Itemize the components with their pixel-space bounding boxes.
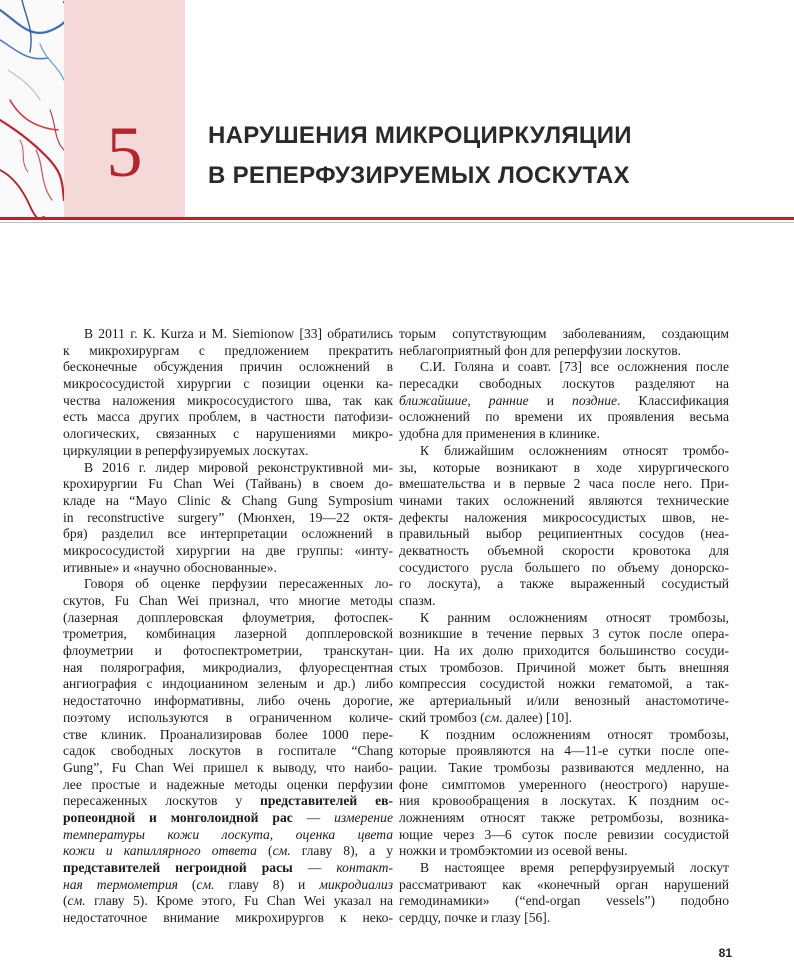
text-line: кожи и капиллярного ответа (см. главу 8), а у: [63, 843, 393, 859]
text-line: циркуляции в реперфузируемых лоскутах.: [63, 442, 309, 458]
text-line: (лазерная допплеровская флоуметрия, фотоспек-: [63, 609, 393, 625]
text-line: ский тромбоз (см. далее) [10].: [399, 709, 573, 725]
text-line: температуры кожи лоскута, оценка цвета: [63, 826, 393, 842]
vessel-illustration: [0, 0, 64, 217]
text-line: сердцу, почке и глазу [56].: [399, 910, 551, 926]
text-line: сосудистого русла большего по объему донорско-: [399, 559, 729, 575]
text-line: спазм.: [399, 593, 436, 608]
page-number: 81: [718, 946, 732, 960]
text-line: пересаженных лоскутов у представителей ев-: [63, 793, 393, 809]
text-line: го лоскута), а также выраженный сосудистый: [399, 576, 729, 592]
text-line: зы, которые возникают в ходе хирургического: [399, 459, 729, 475]
text-column-left: [63, 326, 393, 927]
text-line: ная полярография, микродиализ, флуоресцентная: [63, 659, 393, 675]
text-line: рации. Такие тромбозы развиваются медленно, на: [399, 759, 729, 775]
text-line: гемодинамики» (“end-organ vessels”) подобно: [399, 893, 729, 909]
text-line: бря) разделил все интерпретации осложнений в: [63, 526, 393, 542]
text-line: скутов, Fu Chan Wei признал, что многие методы: [63, 593, 393, 608]
chapter-title-line: НАРУШЕНИЯ МИКРОЦИРКУЛЯЦИИ: [208, 122, 632, 149]
text-line: осложнений по времени их проявления весьма: [399, 409, 729, 425]
text-line: стве клиник. Проанализировав более 1000 пере-: [63, 726, 393, 742]
text-line: лее простые и надежные методы оценки перфузии: [63, 776, 393, 792]
text-line: чества наложения микрососудистого шва, так как: [63, 392, 393, 408]
text-line: рассматривают как «конечный орган нарушений: [399, 876, 729, 892]
text-line: В 2016 г. лидер мировой реконструктивной ми-: [84, 459, 393, 475]
text-line: возникшие в течение первых 3 суток после опера-: [399, 626, 729, 642]
text-line: итивные» и «научно обоснованные».: [63, 559, 277, 575]
text-line: которые проявляются на 4—11-е сутки после опе-: [399, 743, 729, 759]
text-line: К поздним осложнениям относят тромбозы,: [420, 726, 729, 742]
text-line: В настоящее время реперфузируемый лоскут: [420, 860, 729, 875]
text-column-right: [399, 326, 729, 927]
text-line: неблагоприятный фон для реперфузии лоскутов.: [399, 342, 682, 358]
text-line: бесконечные обсуждения причин осложнений в: [63, 359, 393, 375]
text-line: недостаточно информативны, либо очень дорогие,: [63, 693, 393, 709]
text-line: К ранним осложнениям относят тромбозы,: [420, 609, 729, 625]
chapter-title-line: В РЕПЕРФУЗИРУЕМЫХ ЛОСКУТАХ: [208, 162, 630, 189]
header-rule: [0, 217, 794, 220]
text-line: in reconstructive surgery” (Мюнхен, 19—22 октя-: [63, 509, 393, 525]
text-line: С.И. Голяна и соавт. [73] все осложнения после: [420, 359, 729, 375]
text-line: стых тромбозов. Причиной может быть внешняя: [399, 659, 729, 675]
chapter-number: 5: [106, 112, 143, 192]
text-line: ближайшие, ранние и поздние. Классификация: [399, 392, 730, 408]
text-line: компрессия сосудистой ножки гематомой, а так-: [399, 676, 729, 692]
text-line: ния кровообращения в лоскутах. К поздним ос-: [399, 793, 729, 809]
text-line: кладе на “Mayo Clinic & Chang Gung Symposium: [63, 492, 393, 508]
text-line: дефекты наложения микрососудистых швов, не-: [399, 509, 729, 525]
text-line: крохирургии Fu Chan Wei (Тайвань) в своем до-: [63, 476, 393, 492]
text-line: ложнениям относят также ретромбозы, возника-: [399, 809, 729, 825]
text-line: ангиография с индоцианином зеленым и др.) либо: [63, 676, 393, 692]
text-line: ющие через 3—6 суток после ревизии сосудистой: [399, 826, 729, 842]
text-line: Gung”, Fu Chan Wei пришел к выводу, что наибо-: [63, 759, 393, 775]
text-line: же артериальный и/или венозный анастомотиче-: [399, 693, 729, 709]
text-line: ная термометрия (см. главу 8) и микродиализ: [63, 876, 393, 892]
text-line: к микрохирургам с предложением прекратить: [63, 342, 393, 358]
text-line: ологических, связанных с нарушениями микро-: [63, 426, 393, 442]
text-line: представителей негроидной расы — контакт-: [63, 860, 393, 875]
text-line: микрососудистой хирургии с позиции оценки ка-: [63, 376, 393, 392]
text-line: поэтому используются в ограниченном количе-: [63, 709, 393, 725]
text-line: есть масса других проблем, в частности патофизи-: [63, 409, 393, 425]
text-line: чинами таких осложнений являются технические: [399, 492, 729, 508]
text-line: (см. главу 5). Кроме этого, Fu Chan Wei указал на: [63, 893, 393, 909]
text-line: фоне симптомов умеренного (неострого) наруше-: [399, 776, 729, 792]
text-line: В 2011 г. К. Kurza и M. Siemionow [33] обратились: [84, 326, 393, 341]
text-line: флоуметрии и фотоспектрометрии, транскутан-: [63, 643, 393, 659]
text-line: К ближайшим осложнениям относят тромбо-: [420, 442, 729, 458]
text-line: торым сопутствующим заболеваниям, создающим: [399, 326, 729, 341]
text-line: пересадки свободных лоскутов разделяют на: [399, 376, 729, 392]
vessel-illustration-icon: [0, 0, 64, 217]
text-line: Говоря об оценке перфузии пересаженных ло-: [84, 576, 393, 592]
text-line: трометрия, комбинация лазерной допплеровской: [63, 626, 393, 642]
header-rule-thin: [0, 222, 794, 223]
text-line: недостаточное внимание микрохирургов к неко-: [63, 910, 393, 926]
text-line: ропеоидной и монголоидной рас — измерение: [63, 809, 393, 825]
text-line: декватность объемной скорости кровотока для: [399, 542, 729, 558]
text-line: ции. На их долю приходится большинство сосуди-: [399, 643, 729, 659]
text-line: микрососудистой хирургии на две группы: «инту-: [63, 542, 393, 558]
text-line: правильный выбор реципиентных сосудов (неа-: [399, 526, 729, 542]
text-line: садок свободных лоскутов в госпитале “Chang: [63, 743, 393, 759]
text-line: вмешательства и в первые 2 часа после него. При-: [399, 476, 729, 492]
chapter-title: [208, 116, 778, 196]
text-line: удобна для применения в клинике.: [399, 426, 600, 442]
text-line: ножки и тромбэктомии из осевой вены.: [399, 843, 628, 859]
